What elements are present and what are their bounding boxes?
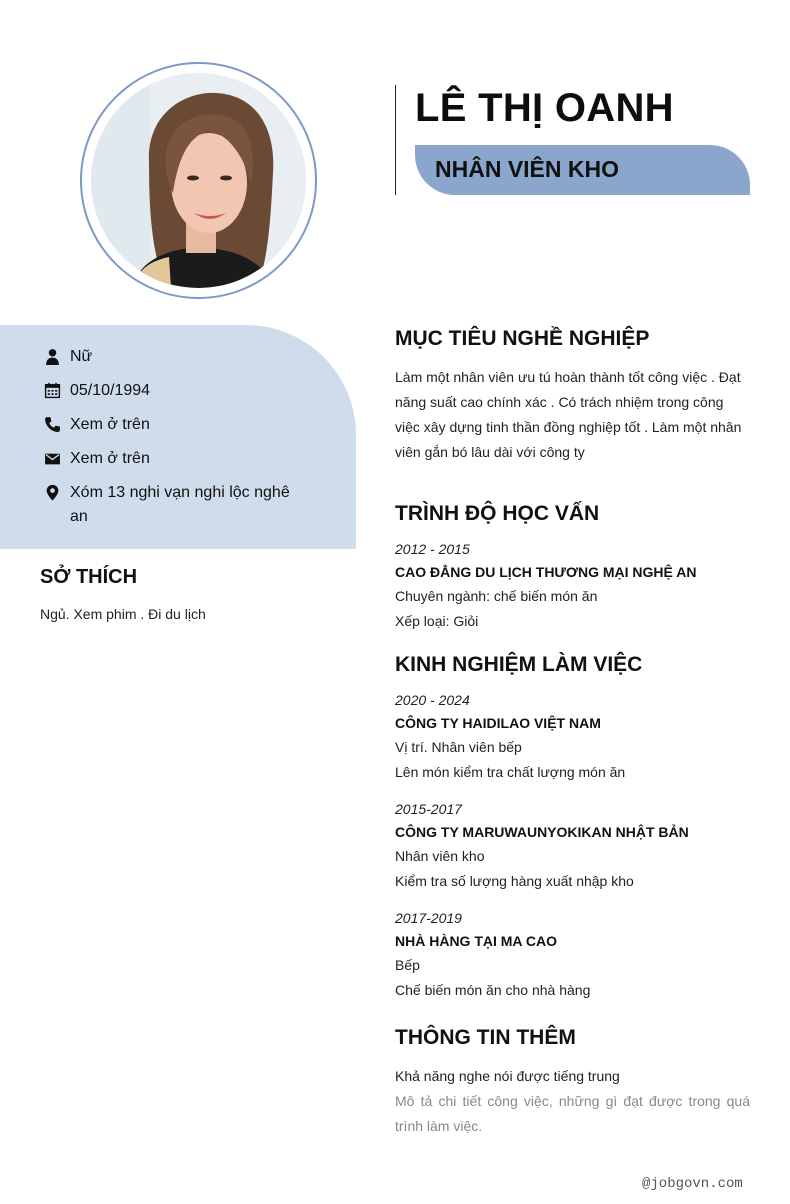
contact-email: Xem ở trên <box>40 447 295 471</box>
calendar-icon <box>40 379 64 401</box>
experience-company: CÔNG TY MARUWAUNYOKIKAN NHẬT BẢN <box>395 824 689 840</box>
job-title: NHÂN VIÊN KHO <box>435 156 620 182</box>
watermark: @jobgovn.com <box>642 1176 743 1192</box>
experience-period: 2015-2017 <box>395 801 462 817</box>
education-major: Chuyên ngành: chế biến món ăn <box>395 588 598 604</box>
experience-heading: KINH NGHIỆM LÀM VIỆC <box>395 653 643 676</box>
contact-phone: Xem ở trên <box>40 413 295 437</box>
education-period: 2012 - 2015 <box>395 541 470 557</box>
experience-description: Kiểm tra số lượng hàng xuất nhập kho <box>395 873 634 889</box>
avatar <box>91 73 306 288</box>
candidate-name: LÊ THỊ OANH <box>415 86 674 130</box>
hobbies-heading: SỞ THÍCH <box>40 566 138 588</box>
hobbies-text: Ngủ. Xem phim . Đi du lịch <box>40 606 206 622</box>
experience-position: Bếp <box>395 957 420 973</box>
experience-position: Vị trí. Nhân viên bếp <box>395 739 522 755</box>
additional-heading: THÔNG TIN THÊM <box>395 1026 576 1049</box>
education-grade: Xếp loại: Giỏi <box>395 613 479 629</box>
experience-entry <box>395 689 750 785</box>
header-divider <box>395 85 396 195</box>
education-school: CAO ĐẲNG DU LỊCH THƯƠNG MẠI NGHỆ AN <box>395 564 697 580</box>
experience-period: 2020 - 2024 <box>395 692 470 708</box>
location-pin-icon <box>40 481 64 503</box>
objective-text: Làm một nhân viên ưu tú hoàn thành tốt công việc . Đạt năng suất cao chính xác . Có trách nhiệm trong công việc xây dựng tinh thần đồng nghiệp tốt . Làm một nhân viên gắn bó lâu dài với công ty <box>395 369 742 460</box>
experience-position: Nhân viên kho <box>395 848 485 864</box>
additional-placeholder: Mô tả chi tiết công việc, những gì đạt được trong quá trình làm việc. <box>395 1093 750 1134</box>
experience-entry <box>395 798 750 894</box>
phone-icon <box>40 413 64 435</box>
experience-entry <box>395 907 750 1003</box>
education-heading: TRÌNH ĐỘ HỌC VẤN <box>395 502 600 525</box>
job-title-banner <box>415 145 750 195</box>
experience-section <box>395 653 750 1003</box>
profile-photo <box>91 73 306 288</box>
contact-address: Xóm 13 nghi vạn nghi lộc nghê an <box>40 481 295 529</box>
experience-description: Lên món kiểm tra chất lượng món ăn <box>395 764 626 780</box>
objective-section <box>395 327 750 465</box>
contact-birthdate: 05/10/1994 <box>40 379 295 403</box>
experience-company: CÔNG TY HAIDILAO VIỆT NAM <box>395 715 601 731</box>
education-section <box>395 502 750 634</box>
person-icon <box>40 345 64 367</box>
contact-gender: Nữ <box>40 345 295 369</box>
experience-description: Chế biến món ăn cho nhà hàng <box>395 982 591 998</box>
additional-text: Khả năng nghe nói được tiếng trung <box>395 1068 620 1084</box>
additional-section <box>395 1026 750 1139</box>
experience-company: NHÀ HÀNG TẠI MA CAO <box>395 933 558 949</box>
experience-period: 2017-2019 <box>395 910 462 926</box>
avatar-frame <box>80 62 317 299</box>
mail-icon <box>40 447 64 469</box>
education-entry <box>395 538 750 634</box>
objective-heading: MỤC TIÊU NGHỀ NGHIỆP <box>395 327 650 350</box>
